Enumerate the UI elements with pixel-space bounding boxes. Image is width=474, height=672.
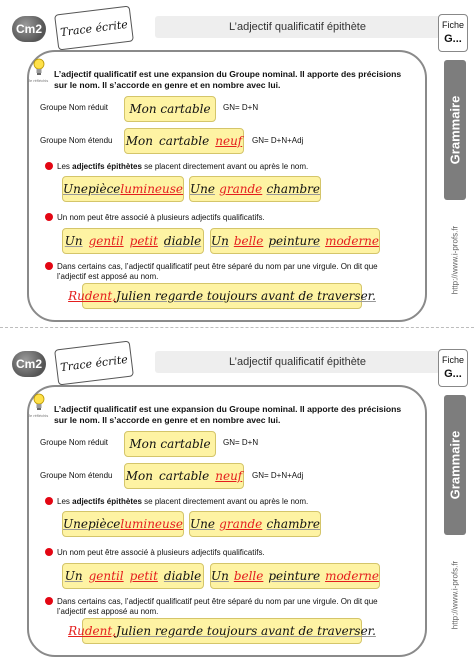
adjective: Rudent, xyxy=(68,289,117,303)
grammaire-strip xyxy=(444,395,466,535)
level-badge: Cm2 xyxy=(12,351,46,377)
page-title: L’adjectif qualificatif épithète xyxy=(155,16,440,38)
word: pièce xyxy=(87,517,121,531)
adjective: grande xyxy=(219,517,263,531)
lesson-card-bottom xyxy=(0,335,474,655)
word: diable xyxy=(163,234,202,248)
word: peinture xyxy=(268,234,321,248)
rule-3: Dans certains cas, l’adjectif qualificatif peut être séparé du nom par une virgule. On dit que l’adjectif est apposé au nom. xyxy=(57,262,378,281)
bulb-caption: Je réfléchis xyxy=(28,78,49,83)
trace-ecrite-stamp: Trace écrite xyxy=(54,341,134,386)
intro-text: L’adjectif qualificatif est une expansion du Groupe nominal. Il apporte des précisions sur le nom. Il s’accorde en genre et en nombre avec lui. xyxy=(54,69,402,90)
gn-reduit-label: Groupe Nom réduit xyxy=(40,103,109,112)
example-1b xyxy=(189,176,321,202)
word: peinture xyxy=(268,569,321,583)
cut-line xyxy=(0,327,474,328)
example-2b xyxy=(210,228,380,254)
gn-etendu-example xyxy=(124,128,244,154)
word: Une xyxy=(190,182,215,196)
example-1b xyxy=(189,511,321,537)
adjective: lumineuse xyxy=(120,182,184,196)
adjective: belle xyxy=(233,234,264,248)
word: Un xyxy=(211,569,229,583)
example-3 xyxy=(68,618,376,644)
rule-1 xyxy=(57,162,308,172)
word: Mon xyxy=(125,134,154,148)
gn-etendu-formula: GN= D+N+Adj xyxy=(252,471,304,480)
sentence-rest: Julien regarde toujours avant de traverser. xyxy=(116,289,376,303)
rule-2: Un nom peut être associé à plusieurs adjectifs qualificatifs. xyxy=(57,213,265,222)
lightbulb-icon xyxy=(32,58,46,76)
bullet-icon xyxy=(45,497,53,505)
gn-reduit-example: Mon cartable xyxy=(124,96,216,122)
level-badge: Cm2 xyxy=(12,16,46,42)
rule-1-pre: Les xyxy=(57,162,73,171)
adjective: gentil xyxy=(88,569,124,583)
bulb-caption: Je réfléchis xyxy=(28,413,49,418)
bullet-icon xyxy=(45,597,53,605)
gn-etendu-label: Groupe Nom étendu xyxy=(40,471,113,480)
example-1a xyxy=(62,176,184,202)
word: Une xyxy=(63,182,88,196)
adjective: grande xyxy=(219,182,263,196)
example-2a xyxy=(62,228,204,254)
fiche-code: G... xyxy=(444,33,462,45)
bullet-icon xyxy=(45,213,53,221)
rule-1-post: se placent directement avant ou après le nom. xyxy=(141,497,309,506)
website-vertical xyxy=(448,545,462,645)
rule-1-bold: adjectifs épithètes xyxy=(72,162,142,171)
side-label: Grammaire xyxy=(447,430,463,500)
rule-1-bold: adjectifs épithètes xyxy=(72,497,142,506)
gn-reduit-example: Mon cartable xyxy=(124,431,216,457)
word: Une xyxy=(190,517,215,531)
lesson-card-top xyxy=(0,0,474,320)
adjective: belle xyxy=(233,569,264,583)
adjective: moderne xyxy=(325,569,380,583)
fiche-label: Fiche xyxy=(441,355,464,365)
fiche-code: G... xyxy=(444,368,462,380)
gn-etendu-formula: GN= D+N+Adj xyxy=(252,136,304,145)
gn-etendu-example xyxy=(124,463,244,489)
word: Un xyxy=(64,234,83,248)
trace-ecrite-stamp: Trace écrite xyxy=(54,6,134,51)
gn-reduit-formula: GN= D+N xyxy=(223,103,259,112)
bullet-icon xyxy=(45,548,53,556)
side-label: Grammaire xyxy=(447,95,463,165)
intro-text: L’adjectif qualificatif est une expansion du Groupe nominal. Il apporte des précisions sur le nom. Il s’accorde en genre et en nombre avec lui. xyxy=(54,404,402,425)
lightbulb-icon xyxy=(32,393,46,411)
word: pièce xyxy=(87,182,121,196)
word: cartable xyxy=(159,469,210,483)
word: Une xyxy=(63,517,88,531)
adjective: gentil xyxy=(88,234,124,248)
gn-etendu-label: Groupe Nom étendu xyxy=(40,136,113,145)
gn-reduit-formula: GN= D+N xyxy=(223,438,259,447)
adjective: moderne xyxy=(325,234,380,248)
adjective: petit xyxy=(129,234,158,248)
sentence-rest: Julien regarde toujours avant de traverser. xyxy=(116,624,376,638)
gn-reduit-label: Groupe Nom réduit xyxy=(40,438,109,447)
bullet-icon xyxy=(45,262,53,270)
website-link[interactable]: http://www.i-profs.fr xyxy=(450,225,460,295)
page-title: L’adjectif qualificatif épithète xyxy=(155,351,440,373)
word: chambre xyxy=(266,517,320,531)
word: Un xyxy=(211,234,229,248)
adjective: lumineuse xyxy=(120,517,184,531)
word: Mon xyxy=(125,469,154,483)
website-link[interactable]: http://www.i-profs.fr xyxy=(450,560,460,630)
adjective: Rudent, xyxy=(68,624,117,638)
example-2a xyxy=(62,563,204,589)
fiche-box xyxy=(438,14,468,52)
fiche-box xyxy=(438,349,468,387)
adjective: neuf xyxy=(215,469,243,483)
example-1a xyxy=(62,511,184,537)
adjective: neuf xyxy=(215,134,243,148)
fiche-label: Fiche xyxy=(441,20,464,30)
example-2b xyxy=(210,563,380,589)
bullet-icon xyxy=(45,162,53,170)
word: diable xyxy=(163,569,202,583)
rule-1-pre: Les xyxy=(57,497,73,506)
example-3 xyxy=(68,283,376,309)
adjective: petit xyxy=(129,569,158,583)
grammaire-strip xyxy=(444,60,466,200)
rule-2: Un nom peut être associé à plusieurs adjectifs qualificatifs. xyxy=(57,548,265,557)
rule-3: Dans certains cas, l’adjectif qualificatif peut être séparé du nom par une virgule. On dit que l’adjectif est apposé au nom. xyxy=(57,597,378,616)
website-vertical xyxy=(448,210,462,310)
word: Un xyxy=(64,569,83,583)
word: cartable xyxy=(159,134,210,148)
word: chambre xyxy=(266,182,320,196)
rule-1-post: se placent directement avant ou après le nom. xyxy=(141,162,309,171)
rule-1 xyxy=(57,497,308,507)
